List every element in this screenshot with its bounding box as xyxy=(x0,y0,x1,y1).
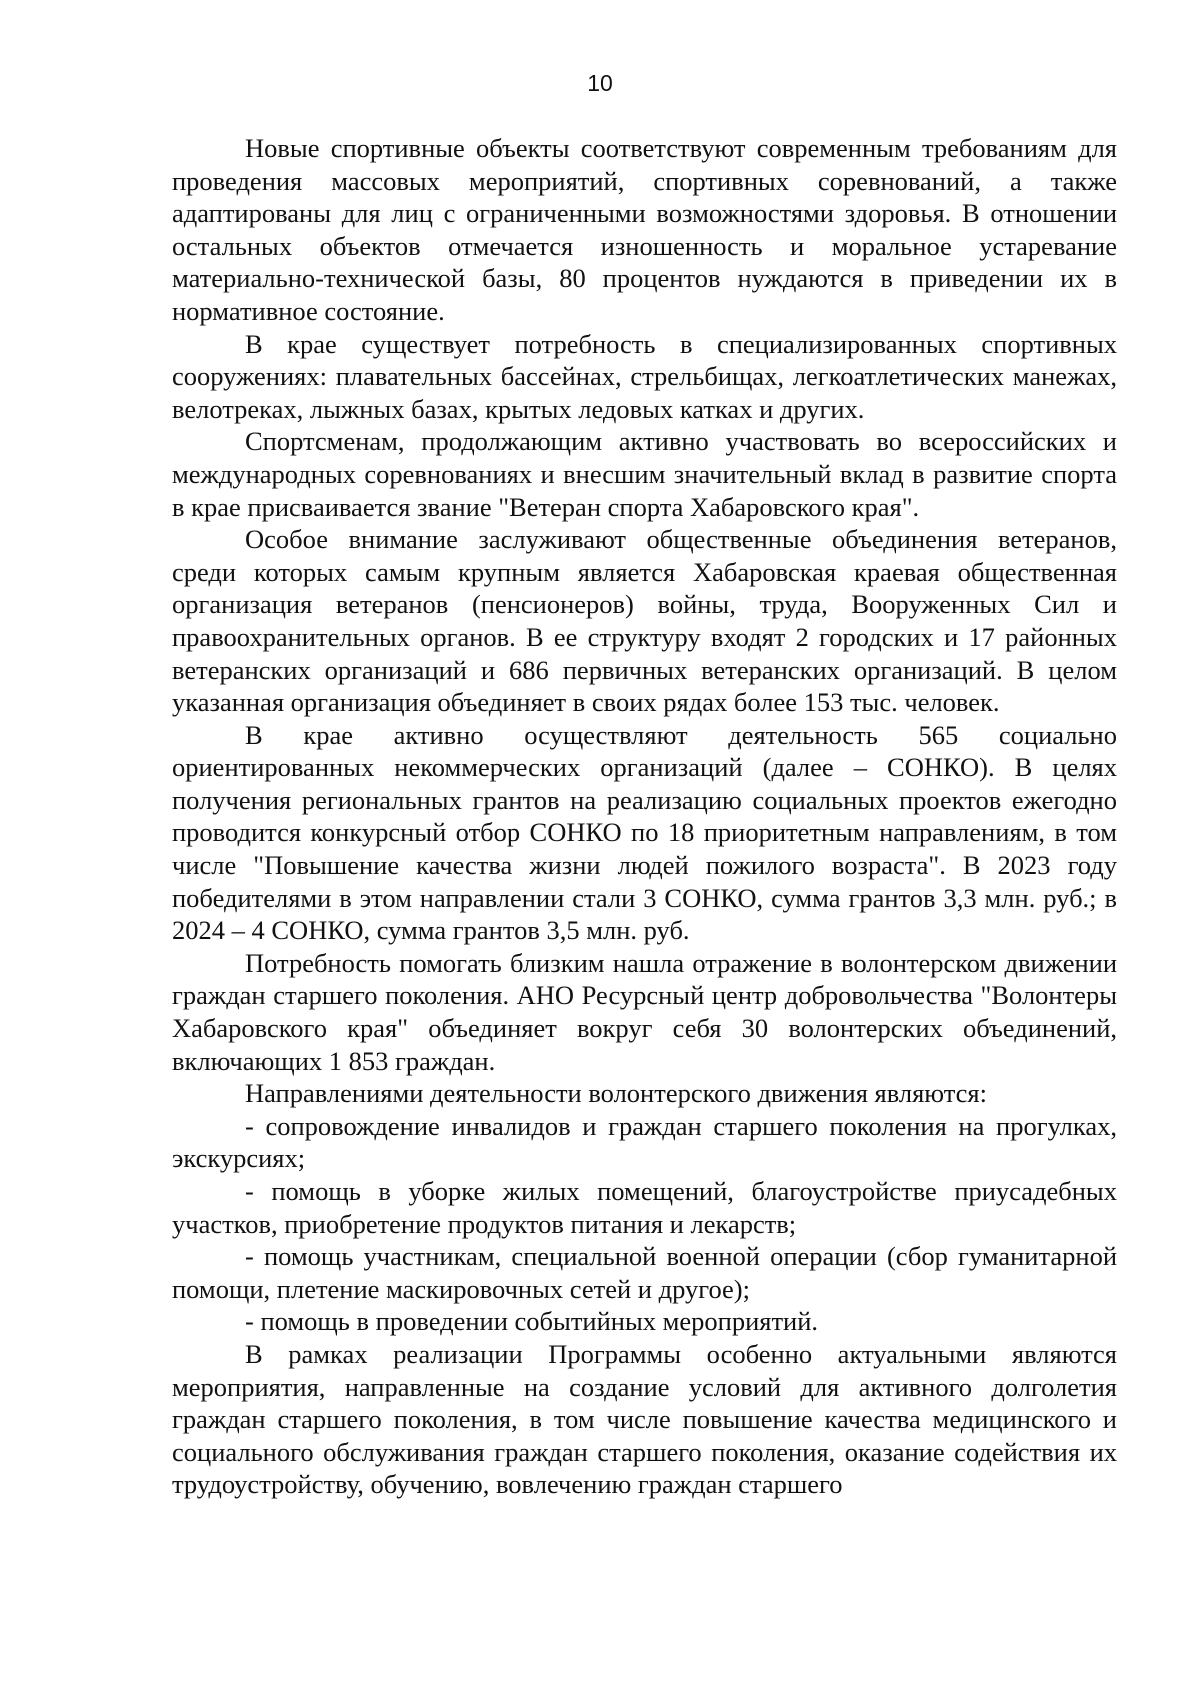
document-body xyxy=(172,132,1117,1501)
list-item-escort: - сопровождение инвалидов и граждан старшего поколения на прогулках, экскурсиях; xyxy=(172,1110,1117,1174)
paragraph-volunteer-movement: Потребность помогать близким нашла отражение в волонтерском движении граждан старшего поколения. АНО Ресурсный центр добровольчества "Волонтеры Хабаровского края" объединяет вокруг себя 30 волонтерских объединений, включающих 1 853 граждан. xyxy=(172,947,1117,1076)
paragraph-program-measures: В рамках реализации Программы особенно актуальными являются мероприятия, направленные на создание условий для активного долголетия граждан старшего поколения, в том числе повышение качества медицинского и социального обслуживания граждан старшего поколения, оказание содействия их трудоустройству, обучению, вовлечению граждан старшего xyxy=(172,1338,1117,1500)
paragraph-volunteer-directions-intro: Направлениями деятельности волонтерского движения являются: xyxy=(245,1078,987,1109)
page-number: 10 xyxy=(587,70,613,96)
paragraph-veteran-organizations: Особое внимание заслуживают общественные объединения ветеранов, среди которых самым крупным является Хабаровская краевая общественная организация ветеранов (пенсионеров) войны, труда, Вооруженных Сил и правоохранительных органов. В ее структуру входят 2 городских и 17 районных ветеранских организаций и 686 первичных ветеранских организаций. В целом указанная организация объединяет в своих рядах более 153 тыс. человек. xyxy=(172,524,1117,718)
list-item-events-help: - помощь в проведении событийных мероприятий. xyxy=(245,1306,819,1337)
paragraph-specialized-facilities-need: В крае существует потребность в специализированных спортивных сооружениях: плавательных бассейнах, стрельбищах, легкоатлетических манежах, велотреках, лыжных базах, крытых ледовых катках и других. xyxy=(172,328,1117,424)
list-item-svo-help: - помощь участникам, специальной военной операции (сбор гуманитарной помощи, плетение маскировочных сетей и другое); xyxy=(172,1241,1117,1304)
list-item-household-help: - помощь в уборке жилых помещений, благоустройстве приусадебных участков, приобретение продуктов питания и лекарств; xyxy=(172,1176,1117,1239)
paragraph-sports-facilities: Новые спортивные объекты соответствуют современным требованиям для проведения массовых мероприятий, спортивных соревнований, а также адаптированы для лиц с ограниченными возможностями здоровья. В отношении остальных объектов отмечается изношенность и моральное устаревание материально-технической базы, 80 процентов нуждаются в приведении их в нормативное состояние. xyxy=(172,133,1117,326)
paragraph-veteran-of-sport-title: Спортсменам, продолжающим активно участвовать во всероссийских и международных соревнованиях и внесшим значительный вклад в развитие спорта в крае присваивается звание "Ветеран спорта Хабаровского края". xyxy=(172,426,1117,522)
paragraph-sonko: В крае активно осуществляют деятельность 565 социально ориентированных некоммерческих организаций (далее – СОНКО). В целях получения региональных грантов на реализацию социальных проектов ежегодно проводится конкурсный отбор СОНКО по 18 приоритетным направлениям, в том числе "Повышение качества жизни людей пожилого возраста". В 2023 году победителями в этом направлении стали 3 СОНКО, сумма грантов 3,3 млн. руб.; в 2024 – 4 СОНКО, сумма грантов 3,5 млн. руб. xyxy=(172,719,1117,946)
